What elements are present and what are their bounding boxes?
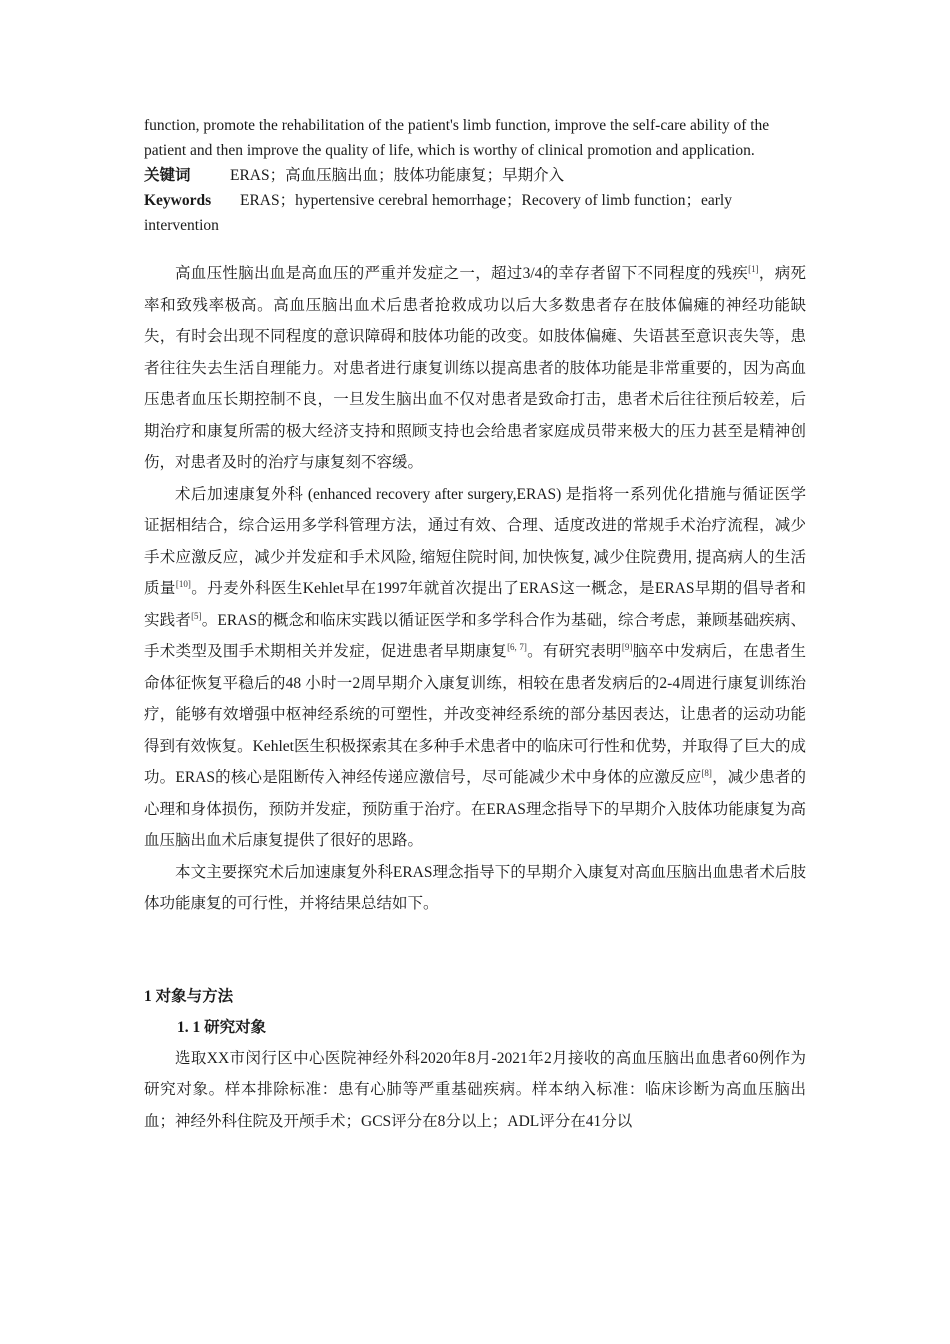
citation-6-7[interactable]: [6, 7] (507, 641, 527, 652)
p2-text-e: 脑卒中发病后，在患者生命体征恢复平稳后的48 小时一2周早期介入康复训练，相较在患者发病后的2-4周进行康复训练治疗，能够有效增强中枢神经系统的可塑性，并改变神经系统的部分基因表达，让患者的运动功能得到有效恢复。Kehlet医生积极探索其在多种手术患者中的临床可行性和优势，并取得了巨大的成功。ERAS的核心是阻断传入神经传递应激信号，尽可能减少术中身体的应激反应 (144, 643, 806, 786)
p2-text-f: ，减少患者的心理和身体损伤，预防并发症，预防重于治疗。在ERAS理念指导下的早期介入肢体功能康复为高血压脑出血术后康复提供了很好的思路。 (144, 769, 806, 849)
paper-page (144, 113, 806, 1137)
keywords-en (144, 188, 806, 238)
intro-paragraph-3: 本文主要探究术后加速康复外科ERAS理念指导下的早期介入康复对高血压脑出血患者术后肢体功能康复的可行性，并将结果总结如下。 (144, 863, 806, 912)
citation-10[interactable]: [10] (175, 578, 191, 589)
citation-5[interactable]: [5] (191, 610, 202, 621)
p2-text-a: 术后加速康复外科 (enhanced recovery after surgery,ERAS) 是指将一系列优化措施与循证医学证据相结合，综合运用多学科管理方法，通过有效、合理、适度改进的常规手术治疗流程，减少手术应激反应，减少并发症和手术风险, 缩短住院时间, 加快恢复, 减少住院费用, 提高病人的生活质量 (144, 485, 806, 597)
citation-9[interactable]: [9] (621, 641, 633, 652)
citation-8[interactable]: [8] (701, 767, 712, 778)
p2-text-d: 。有研究表明 (526, 643, 622, 660)
section-heading-1-1: 1. 1 研究对象 (177, 1018, 267, 1036)
p1-text-b: ，病死率和致残率极高。高血压脑出血术后患者抢救成功以后大多数患者存在肢体偏瘫的神经功能缺失，有时会出现不同程度的意识障碍和肢体功能的改变。如肢体偏瘫、失语甚至意识丧失等，患者往往失去生活自理能力。对患者进行康复训练以提高患者的肢体功能是非常重要的，因为高血压患者血压长期控制不良，一旦发生脑出血不仅对患者是致命打击，患者术后往往预后较差，后期治疗和康复所需的极大经济支持和照顾支持也会给患者家庭成员带来极大的压力甚至是精神创伤，对患者及时的治疗与康复刻不容缓。 (144, 265, 806, 471)
p2-text-b: 。丹麦外科医生Kehlet早在1997年就首次提出了ERAS这一概念，是ERAS早期的倡导者和实践者 (144, 580, 806, 629)
p2-text-c: 。ERAS的概念和临床实践以循证医学和多学科合作为基础，综合考虑，兼顾基础疾病、手术类型及围手术期相关并发症，促进患者早期康复 (144, 611, 806, 660)
keywords-cn (144, 163, 806, 188)
citation-1[interactable]: [1] (748, 263, 759, 274)
section-heading-1: 1 对象与方法 (144, 987, 234, 1005)
intro-paragraph-1 (144, 258, 806, 479)
abstract-tail: function, promote the rehabilitation of the patient's limb function, improve the self-care ability of the patient and then improve the quality of life, which is worthy of clinical promotion and application. (144, 117, 770, 159)
keywords-cn-text: ERAS；高血压脑出血；肢体功能康复；早期介入 (230, 167, 565, 184)
keywords-en-text: ERAS；hypertensive cerebral hemorrhage；Recovery of limb function；early intervention (144, 192, 732, 234)
keywords-en-label: Keywords (144, 192, 212, 209)
methods-paragraph-1: 选取XX市闵行区中心医院神经外科2020年8月-2021年2月接收的高血压脑出血患者60例作为研究对象。样本排除标准：患有心肺等严重基础疾病。样本纳入标准：临床诊断为高血压脑出血；神经外科住院及开颅手术；GCS评分在8分以上；ADL评分在41分以 (144, 1049, 806, 1130)
p1-text-a: 高血压性脑出血是高血压的严重并发症之一，超过3/4的幸存者留下不同程度的残疾 (175, 265, 749, 282)
intro-paragraph-2 (144, 479, 806, 857)
keywords-cn-label: 关键词 (144, 167, 191, 184)
